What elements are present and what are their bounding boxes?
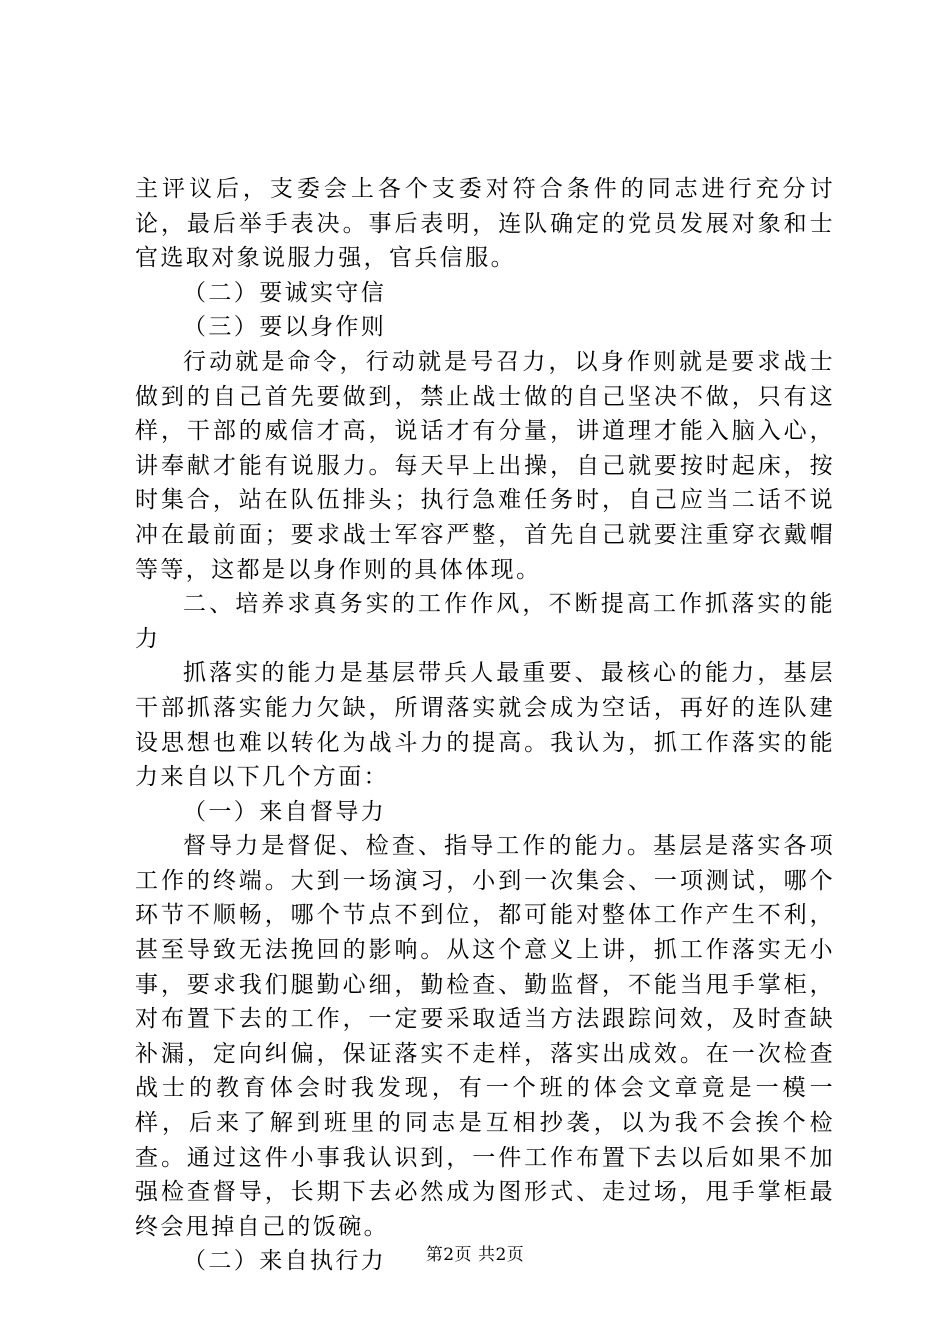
section-heading-lead-by-example: （三）要以身作则 xyxy=(183,314,387,341)
paragraph-lead-by-example: 行动就是命令，行动就是号召力，以身作则就是要求战士做到的自己首先要做到，禁止战士做的自己坚决不做，只有这样，干部的威信才高，说话才有分量，讲道理才能入脑入心，讲奉献才能有说服力。每天早上出操，自己就要按时起床，按时集合，站在队伍排头；执行急难任务时，自己应当二话不说冲在最前面；要求战士军容严整，首先自己就要注重穿衣戴帽等等，这都是以身作则的具体体现。 xyxy=(135,348,835,583)
section-heading-execution: （二）来自执行力 xyxy=(183,1248,387,1275)
section-heading-supervision: （一）来自督导力 xyxy=(183,798,387,825)
paragraph-supervision: 督导力是督促、检查、指导工作的能力。基层是落实各项工作的终端。大到一场演习，小到一次集会、一项测试，哪个环节不顺畅，哪个节点不到位，都可能对整体工作产生不利，甚至导致无法挽回的影响。从这个意义上讲，抓工作落实无小事，要求我们腿勤心细，勤检查、勤监督，不能当甩手掌柜，对布置下去的工作，一定要采取适当方法跟踪问效，及时查缺补漏，定向纠偏，保证落实不走样，落实出成效。在一次检查战士的教育体会时我发现，有一个班的体会文章竟是一模一样，后来了解到班里的同志是互相抄袭，以为我不会挨个检查。通过这件小事我认识到，一件工作布置下去以后如果不加强检查督导，长期下去必然成为图形式、走过场，甩手掌柜最终会甩掉自己的饭碗。 xyxy=(135,833,835,1240)
document-body xyxy=(135,172,835,1279)
paragraph-continuation: 主评议后，支委会上各个支委对符合条件的同志进行充分讨论，最后举手表决。事后表明，连队确定的党员发展对象和士官选取对象说服力强，官兵信服。 xyxy=(135,176,835,272)
section-heading-work-style: 二、培养求真务实的工作作风，不断提高工作抓落实的能力 xyxy=(135,591,835,652)
paragraph-implementation-ability: 抓落实的能力是基层带兵人最重要、最核心的能力，基层干部抓落实能力欠缺，所谓落实就会成为空话，再好的连队建设思想也难以转化为战斗力的提高。我认为，抓工作落实的能力来自以下几个方面： xyxy=(135,660,835,791)
page-footer: 第2页 共2页 xyxy=(425,1245,525,1265)
section-heading-honesty: （二）要诚实守信 xyxy=(183,279,387,306)
